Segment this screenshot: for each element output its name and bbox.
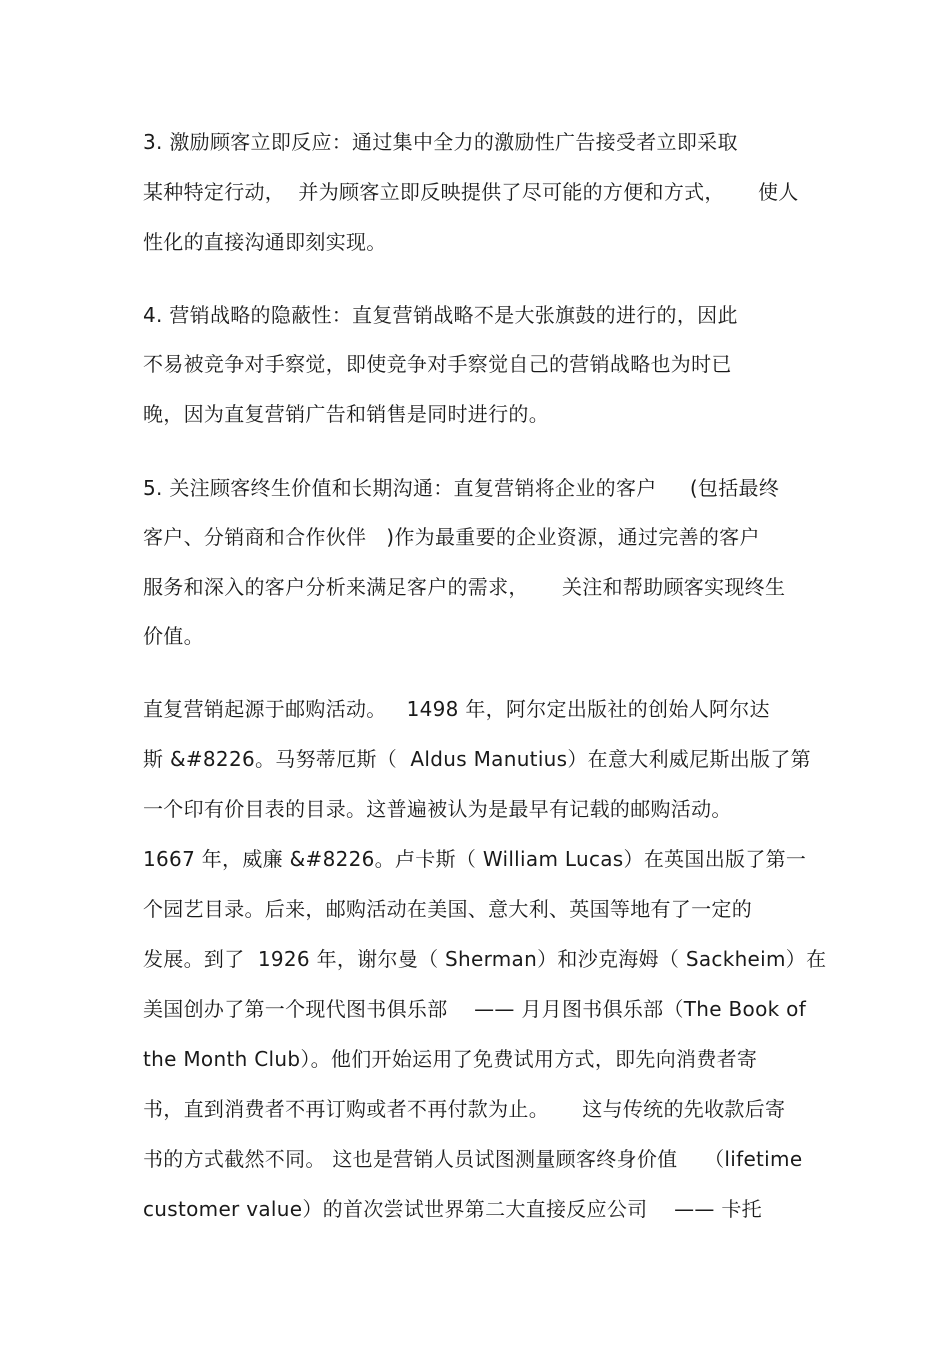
text-line: 斯 &#8226。马努蒂厄斯（ Aldus Manutius）在意大利威尼斯出版了第 [143,747,811,771]
text-line: 直复营销起源于邮购活动。 1498 年，阿尔定出版社的创始人阿尔达 [143,697,770,721]
text-line: 5. 关注顾客终生价值和长期沟通：直复营销将企业的客户 (包括最终 [143,476,780,500]
text-line: 书，直到消费者不再订购或者不再付款为止。 这与传统的先收款后寄 [143,1097,786,1121]
text-line: 客户、分销商和合作伙伴 )作为最重要的企业资源，通过完善的客户 [143,525,760,549]
text-line: 1667 年，威廉 &#8226。卢卡斯（ William Lucas）在英国出版了第一 [143,847,807,871]
text-line: 一个印有价目表的目录。这普遍被认为是最早有记载的邮购活动。 [143,797,732,821]
text-line: customer value）的首次尝试世界第二大直接反应公司 —— 卡托 [143,1197,762,1221]
text-line: 发展。到了 1926 年，谢尔曼（ Sherman）和沙克海姆（ Sackheim）在 [143,947,827,971]
text-line: 价值。 [143,624,204,648]
text-line: 4. 营销战略的隐蔽性：直复营销战略不是大张旗鼓的进行的，因此 [143,303,738,327]
text-line: 3. 激励顾客立即反应：通过集中全力的激励性广告接受者立即采取 [143,130,738,154]
text-line: 书的方式截然不同。 这也是营销人员试图测量顾客终身价值 （lifetime [143,1147,803,1171]
text-line: 不易被竞争对手察觉，即使竞争对手察觉自己的营销战略也为时已 [143,352,732,376]
text-line: 服务和深入的客户分析来满足客户的需求， 关注和帮助顾客实现终生 [143,575,786,599]
text-line: 性化的直接沟通即刻实现。 [143,230,387,254]
text-line: 美国创办了第一个现代图书俱乐部 —— 月月图书俱乐部（The Book of [143,997,807,1021]
text-line: 某种特定行动， 并为顾客立即反映提供了尽可能的方便和方式， 使人 [143,180,799,204]
text-line: 个园艺目录。后来，邮购活动在美国、意大利、英国等地有了一定的 [143,897,752,921]
text-line: 晚，因为直复营销广告和销售是同时进行的。 [143,402,549,426]
text-line: the Month Club）。他们开始运用了免费试用方式，即先向消费者寄 [143,1047,758,1071]
